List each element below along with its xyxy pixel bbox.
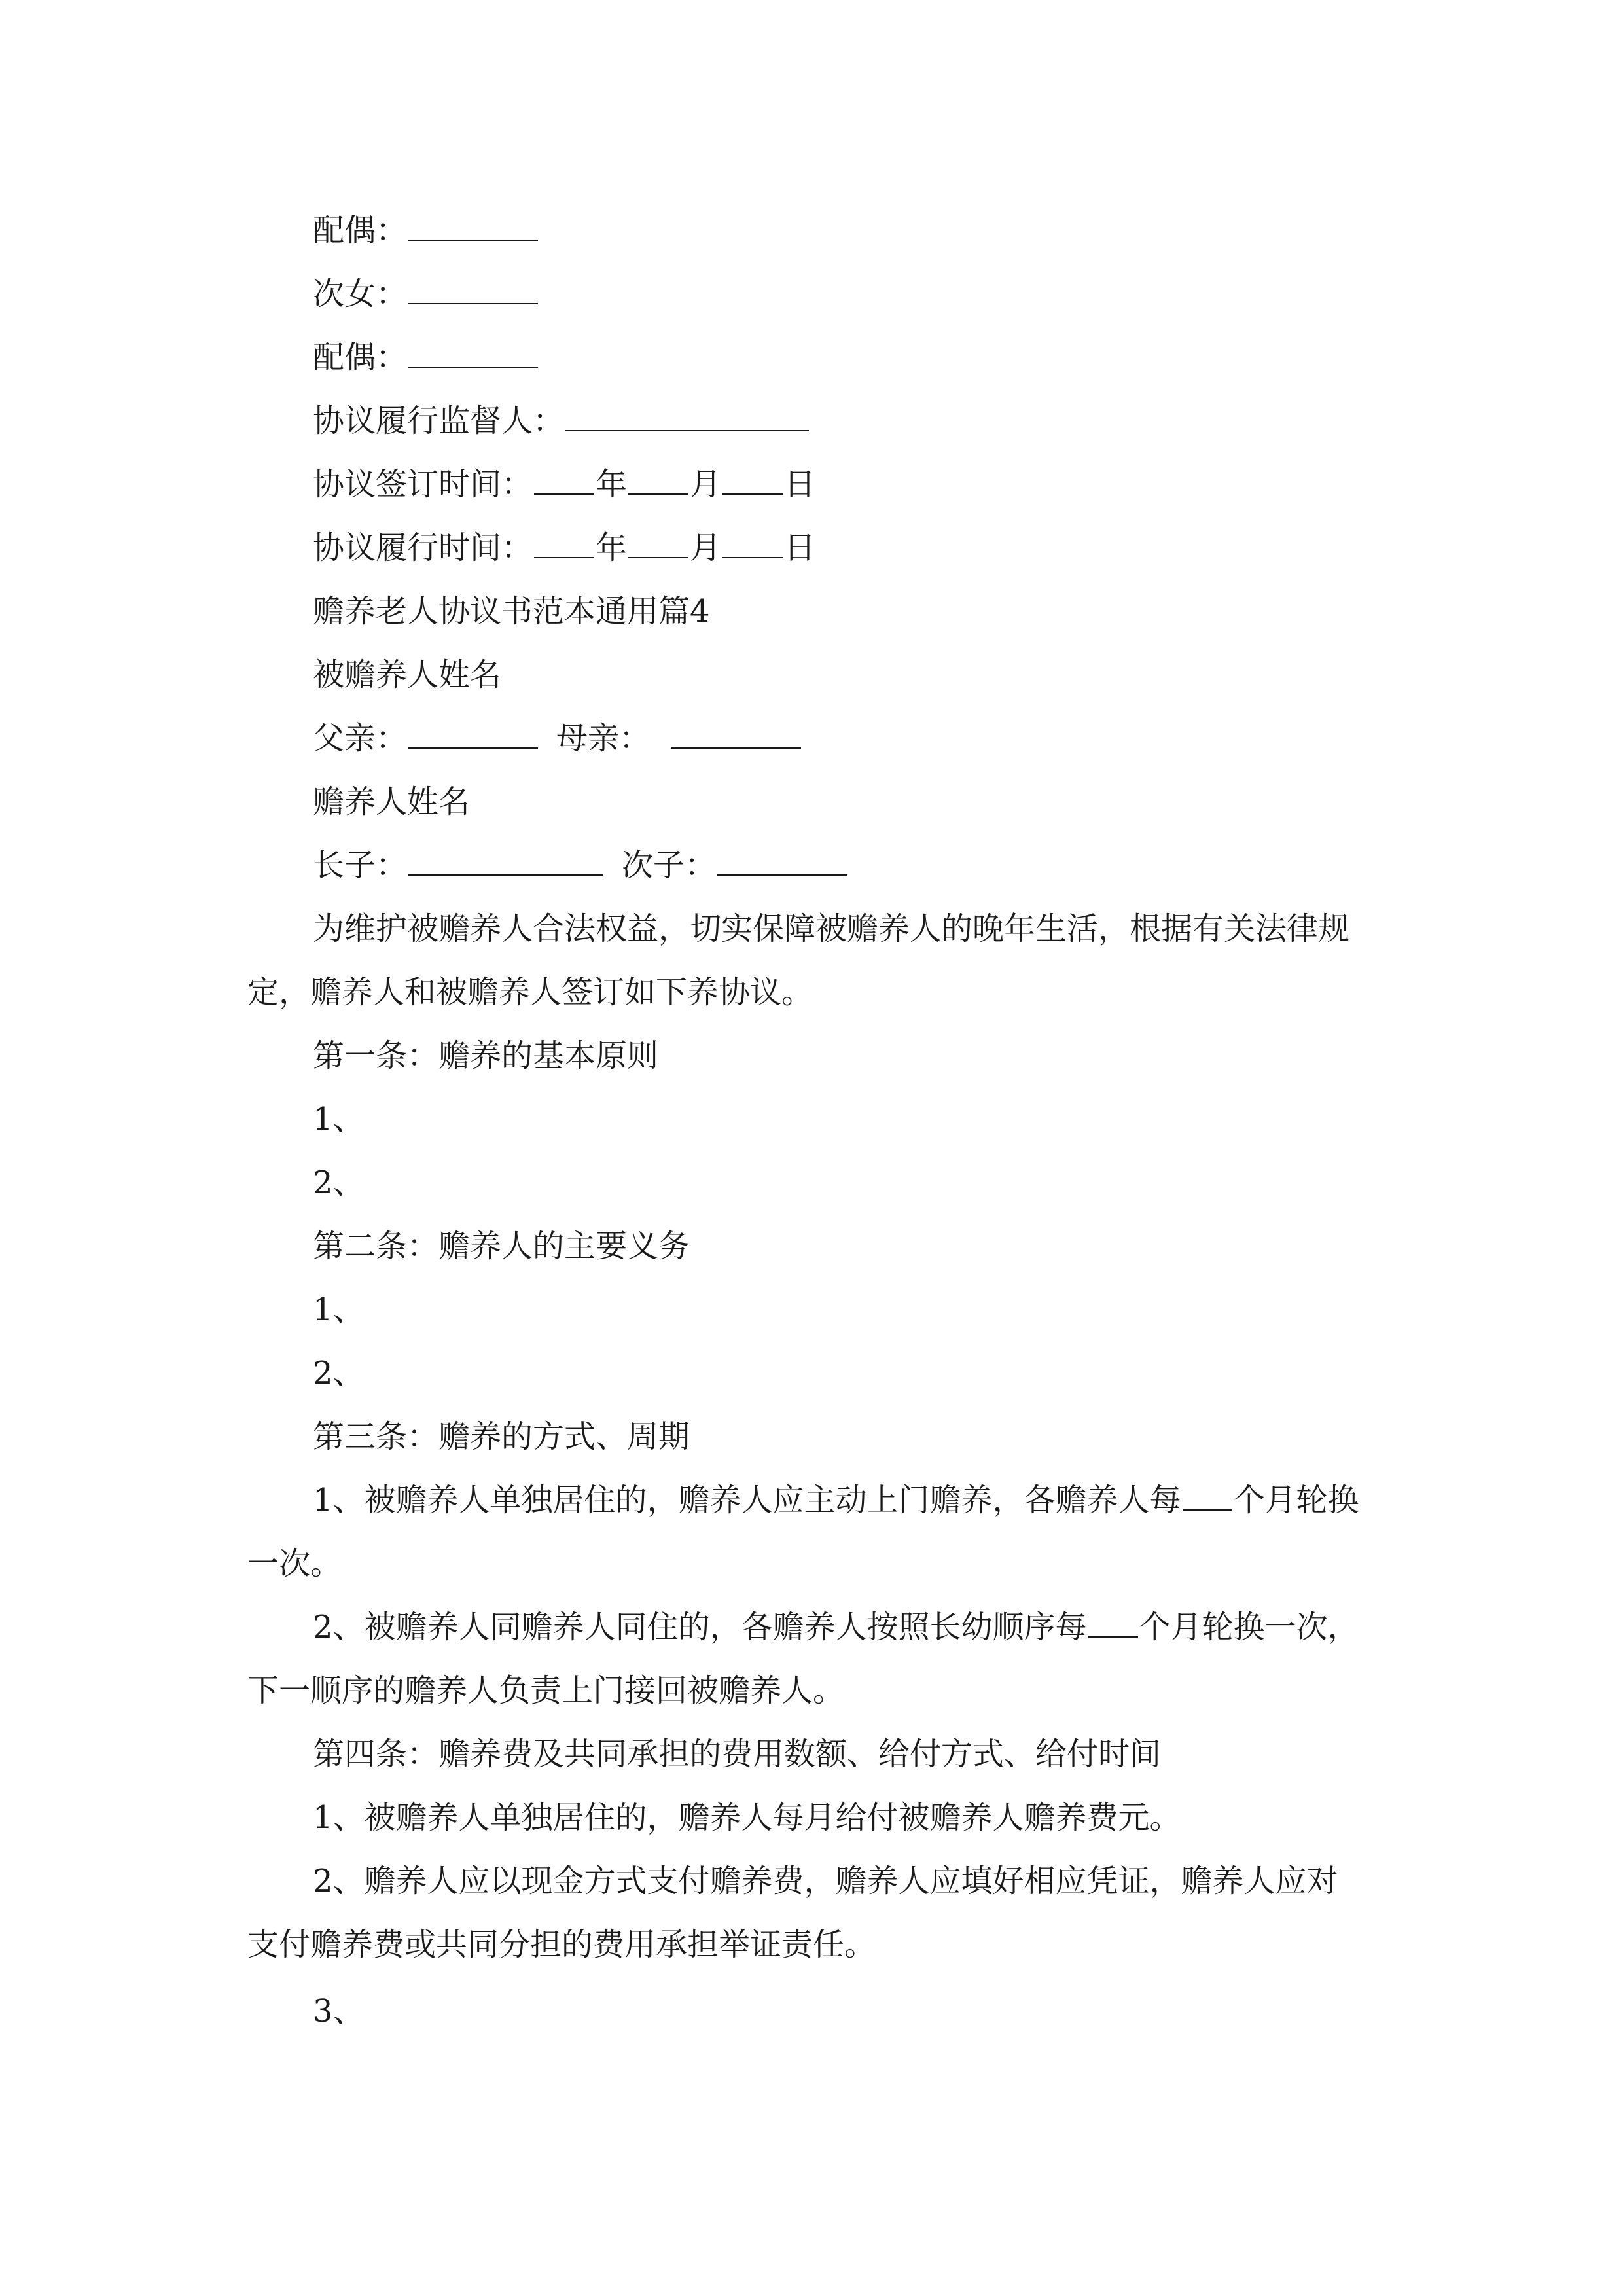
preamble-line-1: 为维护被赡养人合法权益，切实保障被赡养人的晚年生活，根据有关法律规	[313, 910, 1350, 947]
article-3-item-1-line-2: 一次。	[247, 1545, 342, 1582]
year-label: 年	[596, 529, 628, 566]
blank-field	[628, 465, 688, 495]
spouse-line-2	[313, 338, 539, 377]
blank-field	[722, 465, 783, 495]
article-4-item-2-line-1: 2、赡养人应以现金方式支付赡养费，赡养人应填好相应凭证，赡养人应对	[313, 1863, 1338, 1899]
supporter-heading: 赡养人姓名	[313, 783, 471, 820]
blank-field	[722, 528, 783, 558]
clause-text: 2、被赡养人同赡养人同住的，各赡养人按照长幼顺序每	[313, 1609, 1087, 1645]
blank-field	[534, 465, 594, 495]
spouse-label: 配偶：	[313, 339, 408, 376]
blank-field	[408, 274, 538, 304]
signing-date-label: 协议签订时间：	[313, 466, 533, 503]
blank-field	[1183, 1480, 1232, 1511]
spouse-line-1	[313, 211, 539, 250]
blank-field	[1088, 1607, 1138, 1638]
preamble-line-2: 定，赡养人和被赡养人签订如下养协议。	[247, 974, 813, 1011]
day-label: 日	[784, 529, 816, 566]
second-daughter-label: 次女：	[313, 276, 408, 312]
blank-field	[717, 846, 847, 876]
second-daughter-line	[313, 274, 539, 314]
article-4-item-3: 3、	[313, 1993, 365, 2030]
performance-date-line	[313, 528, 815, 567]
blank-field	[408, 846, 603, 876]
father-label: 父亲：	[313, 720, 408, 757]
day-label: 日	[784, 466, 816, 503]
sons-line	[313, 846, 848, 885]
section-heading: 赡养老人协议书范本通用篇4	[313, 593, 710, 630]
month-label: 月	[690, 529, 722, 566]
signing-date-line	[313, 465, 815, 504]
clause-text: 个月轮换一次，	[1139, 1609, 1359, 1645]
blank-field	[565, 401, 809, 431]
blank-field	[408, 211, 538, 241]
clause-text: 个月轮换	[1233, 1482, 1359, 1518]
blank-field	[671, 719, 801, 749]
blank-field	[408, 338, 538, 368]
article-3-item-1-line-1	[313, 1480, 1359, 1520]
supported-person-heading: 被赡养人姓名	[313, 656, 502, 693]
blank-field	[408, 719, 538, 749]
article-2-item-1: 1、	[313, 1291, 365, 1328]
article-4-item-1: 1、被赡养人单独居住的，赡养人每月给付被赡养人赡养费元。	[313, 1799, 1181, 1836]
mother-label: 母亲：	[556, 720, 651, 757]
spouse-label: 配偶：	[313, 212, 408, 249]
article-4-heading: 第四条：赡养费及共同承担的费用数额、给付方式、给付时间	[313, 1736, 1162, 1772]
article-1-heading: 第一条：赡养的基本原则	[313, 1037, 659, 1074]
supervisor-label: 协议履行监督人：	[313, 403, 565, 439]
article-1-item-2: 2、	[313, 1164, 365, 1201]
article-2-item-2: 2、	[313, 1355, 365, 1391]
eldest-son-label: 长子：	[313, 847, 408, 884]
article-2-heading: 第二条：赡养人的主要义务	[313, 1228, 690, 1265]
blank-field	[534, 528, 594, 558]
performance-date-label: 协议履行时间：	[313, 529, 533, 566]
article-1-item-1: 1、	[313, 1101, 365, 1138]
year-label: 年	[596, 466, 628, 503]
article-3-item-2-line-1	[313, 1607, 1359, 1647]
second-son-label: 次子：	[622, 847, 717, 884]
month-label: 月	[690, 466, 722, 503]
article-3-item-2-line-2: 下一顺序的赡养人负责上门接回被赡养人。	[247, 1672, 845, 1709]
article-4-item-2-line-2: 支付赡养费或共同分担的费用承担举证责任。	[247, 1926, 876, 1963]
parents-line	[313, 719, 802, 758]
supervisor-line	[313, 401, 810, 440]
clause-text: 1、被赡养人单独居住的，赡养人应主动上门赡养，各赡养人每	[313, 1482, 1181, 1518]
blank-field	[628, 528, 688, 558]
article-3-heading: 第三条：赡养的方式、周期	[313, 1418, 690, 1455]
